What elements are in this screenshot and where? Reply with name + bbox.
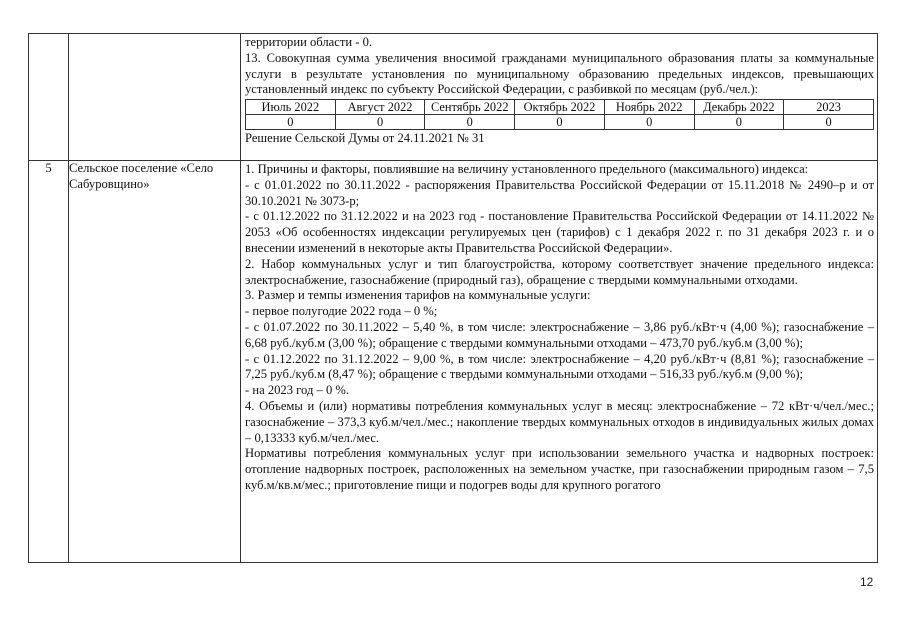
paragraph: 4. Объемы и (или) нормативы потребления коммунальных услуг в месяц: электроснабжение – 72 кВт·ч/чел./мес.; газоснабжение – 373,3 куб.м/чел./мес.; накопление твердых коммунальных отходов в индивидуальных жилых домах – 0,13333 куб.м/чел./мес. (245, 398, 874, 445)
month-value: 0 (335, 115, 425, 130)
month-value: 0 (246, 115, 336, 130)
month-value: 0 (515, 115, 605, 130)
month-header: 2023 (784, 100, 874, 115)
page-number: 12 (860, 575, 874, 589)
month-header: Август 2022 (335, 100, 425, 115)
month-header: Сентябрь 2022 (425, 100, 515, 115)
paragraph: - первое полугодие 2022 года – 0 %; (245, 304, 438, 319)
month-value: 0 (694, 115, 784, 130)
month-header: Июль 2022 (246, 100, 336, 115)
paragraph: 2. Набор коммунальных услуг и тип благоустройства, которому соответствует значение предельного индекса: электроснабжение, газоснабжение (природный газ), обращение с твердыми коммунальными отходами. (245, 256, 874, 287)
document-table (28, 33, 878, 563)
month-header: Декабрь 2022 (694, 100, 784, 115)
month-value: 0 (425, 115, 515, 130)
table-row-continued (29, 34, 878, 161)
month-value: 0 (784, 115, 874, 130)
month-header: Октябрь 2022 (515, 100, 605, 115)
paragraph: 3. Размер и темпы изменения тарифов на коммунальные услуги: (245, 288, 591, 303)
decision-text: Решение Сельской Думы от 24.11.2021 № 31 (245, 131, 485, 146)
table-row-5 (29, 161, 878, 563)
settlement-name: Сельское поселение «Село Сабуровщино» (69, 161, 241, 563)
paragraph: - с 01.12.2022 по 31.12.2022 – 9,00 %, в том числе: электроснабжение – 4,20 руб./кВт·ч (8,81 %); газоснабжение – 7,25 руб./куб.м (8,47 %); обращение с твердыми коммунальными отходами – 516,33 руб./куб.м (9,00 %); (245, 351, 874, 382)
row-number: 5 (29, 161, 69, 563)
paragraph: - на 2023 год – 0 %. (245, 383, 350, 398)
month-header: Ноябрь 2022 (604, 100, 694, 115)
months-table (245, 99, 874, 130)
row-name-cell-empty (69, 34, 241, 161)
months-header-row (246, 100, 874, 115)
paragraph: 13. Совокупная сумма увеличения вносимой гражданами муниципального образования платы за коммунальные услуги в результате установления по муниципальному образованию предельных индексов, превышающих установленный индекс по субъекту Российской Федерации, с разбивкой по месяцам (руб./чел.): (245, 50, 874, 97)
row-number-cell-empty (29, 34, 69, 161)
paragraph: 1. Причины и факторы, повлиявшие на величину установленного предельного (максимального) индекса: (245, 162, 809, 176)
paragraph: - с 01.12.2022 по 31.12.2022 и на 2023 год - постановление Правительства Российской Федерации от 14.11.2022 № 2053 «Об особенностях индексации регулируемых цен (тарифов) с 1 декабря 2022 г. по 31 декабря 2023 г. и о внесении изменений в некоторые акты Правительства Российской Федерации». (245, 209, 874, 255)
paragraph: Нормативы потребления коммунальных услуг при использовании земельного участка и надворных построек: отопление надворных построек, расположенных на земельном участке, при газоснабжении природным газом – 7,5 куб.м/кв.м/мес.; приготовление пищи и подогрев воды для крупного рогатого (245, 446, 874, 492)
row-content-cell (241, 34, 878, 161)
paragraph: территории области - 0. (245, 35, 373, 49)
paragraph: - с 01.01.2022 по 30.11.2022 - распоряжения Правительства Российской Федерации от 15.11.2018 № 2490–р и от 30.10.2021 № 3073-р; (245, 177, 874, 208)
month-value: 0 (604, 115, 694, 130)
row-content-cell (241, 161, 878, 563)
months-values-row (246, 115, 874, 130)
paragraph: - с 01.07.2022 по 30.11.2022 – 5,40 %, в том числе: электроснабжение – 3,86 руб./кВт·ч (4,00 %); газоснабжение – 6,68 руб./куб.м (3,00 %); обращение с твердыми коммунальными отходами – 473,70 руб./куб.м (3,00 %); (245, 319, 874, 350)
